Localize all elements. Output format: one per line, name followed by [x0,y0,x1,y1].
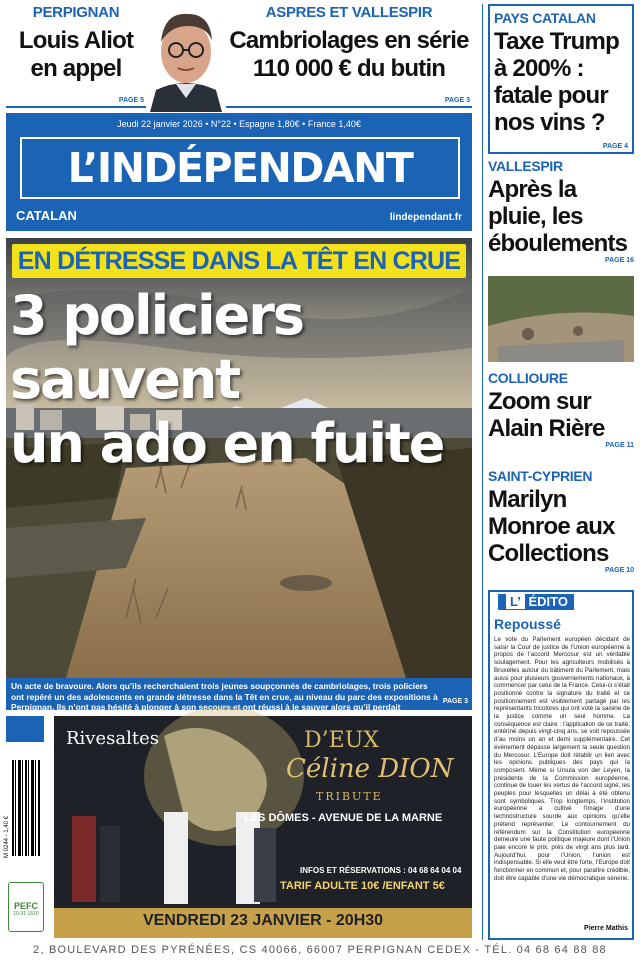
page-ref: PAGE 10 [604,567,634,574]
page-ref: PAGE 5 [118,97,144,104]
story-taxe-trump[interactable] [488,4,634,154]
newspaper-title: L’INDÉPENDANT [20,137,460,199]
story-kicker: SAINT-CYPRIEN [488,468,593,484]
ad-date: VENDREDI 23 JANVIER - 20H30 [142,912,384,929]
color-block [6,716,44,742]
portrait-photo [146,2,226,112]
edito-tag: L’ ÉDITO [498,594,574,610]
story-headline: 3 policiers sauvent un ado en fuite [10,284,444,475]
edito-title: Repoussé [494,616,561,632]
barcode-icon [10,760,42,856]
teaser-headline: Louis Aliot en appel [18,27,134,82]
story-saint-cyprien[interactable] [488,468,634,574]
website-link[interactable]: lindependant.fr [389,212,462,223]
story-kicker: PAYS CATALAN [494,10,596,26]
story-headline: Marilyn Monroe aux Collections [488,486,615,567]
page-ref: PAGE 3 [444,97,470,104]
landslide-photo [488,276,634,362]
story-collioure[interactable] [488,370,634,449]
ad-brand: Rivesaltes [66,728,159,749]
teaser-perpignan[interactable] [6,4,146,108]
page-ref: PAGE 11 [605,442,634,449]
teaser-aspres[interactable] [226,4,472,108]
teaser-kicker: ASPRES ET VALLESPIR [265,4,433,21]
story-headline: Zoom sur Alain Rière [488,388,605,442]
story-kicker: VALLESPIR [488,158,563,174]
ad-info: INFOS ET RÉSERVATIONS : 04 68 64 04 04 [300,866,462,875]
ad-venue: LES DÔMES - AVENUE DE LA MARNE [244,812,443,824]
concert-advertisement[interactable] [54,716,472,938]
edito-author: Pierre Mathis [584,925,628,932]
masthead [6,113,472,231]
editorial-box[interactable] [488,590,634,940]
story-vallespir[interactable] [488,158,634,264]
teaser-kicker: PERPIGNAN [32,4,120,21]
ad-show-3: TRIBUTE [316,790,383,803]
footer-address: 2, BOULEVARD DES PYRÉNÉES, CS 40066, 66007 PERPIGNAN CEDEX - TÉL. 04 68 64 88 88 [33,944,607,956]
teaser-headline: Cambriolages en série 110 000 € du butin [229,27,469,82]
column-divider [482,4,483,940]
pefc-logo: PEFC 10-31-1510 [8,882,44,932]
page-ref: PAGE 4 [602,143,628,150]
story-caption[interactable]: Un acte de bravoure. Alors qu’ils recherchaient trois jeunes soupçonnés de cambriolages, trois policiers ont repéré un des adolescents en grande détresse dans la Têt en crue, au niveau du parc des expositions à Perpignan. Ils n’ont pas hésité à plonger à son secours et ont réussi à le sauver alors qu’il perdait dangereusement PAGE 3 [6,678,472,710]
ad-show-1: D’EUX [304,728,379,753]
page-ref: PAGE 16 [604,257,634,264]
ad-price: TARIF ADULTE 10€ /ENFANT 5€ [280,880,445,892]
story-kicker: COLLIOURE [488,370,568,386]
barcode-text: M 0244 - 1,40 € [4,815,10,858]
ad-show-2: Céline DION [286,754,454,784]
page-ref: PAGE 3 [442,697,468,705]
edition-name: CATALAN [16,208,77,223]
edito-body: Le vote du Parlement européen décidant de saisir la Cour de justice de l’Union européenne à propos de l’accord Mercosur est un véritable soulagement. Pour les agriculteurs mobilisés à Bruxelles autour du bâtiment du Parlement, mais aussi pour plusieurs gouvernements nationaux, à commencer par celui de la France. Celui-ci s’était positionné contre la signature du traité et ce positionnement est visiblement partagé par les représentants tricolores qui ont voté la saisine de la justice comme un seul homme. La conséquence est claire : l’application de ce traité, entériné depuis vingt-cinq ans, se voit repoussée d’au moins un an et demi supplémentaire. Cet événement dépasse largement la seule question du Mercosur. L’Europe doit rétablir un lien avec les opinions publiques des pays qui la composent. Même si Ursula von der Leyen, la présidente de la Commission européenne, continue de louer les vertus de l’accord signé, les peuples pour lesquelles un délai a été obtenu sont symboliques. Trop longtemps, l’institution européenne a cultivé l’image d’une technostructure sourde aux opinions qu’elle prétend représenter. Le contournement du référendum sur la Constitution européenne demeure une faute politique majeure dont l’Union paie encore le prix, près de vingt ans plus tard. Aujourd’hui, pour l’Union, l’union est indispensable. Si elle veut être forte, l’Europe doit fonctionner en commun et, pour paraître crédible, doit être capable d’une vie démocratique sereine. [494,636,630,882]
ad-artwork [54,716,472,938]
main-story-photo[interactable] [6,238,472,678]
story-overline: EN DÉTRESSE DANS LA TÊT EN CRUE [12,244,466,278]
issue-date: Jeudi 22 janvier 2026 • N°22 • Espagne 1,80€ • France 1,40€ [117,119,361,129]
story-headline: Taxe Trump à 200% : fatale pour nos vins ? [494,28,619,136]
story-headline: Après la pluie, les éboulements [488,176,628,257]
